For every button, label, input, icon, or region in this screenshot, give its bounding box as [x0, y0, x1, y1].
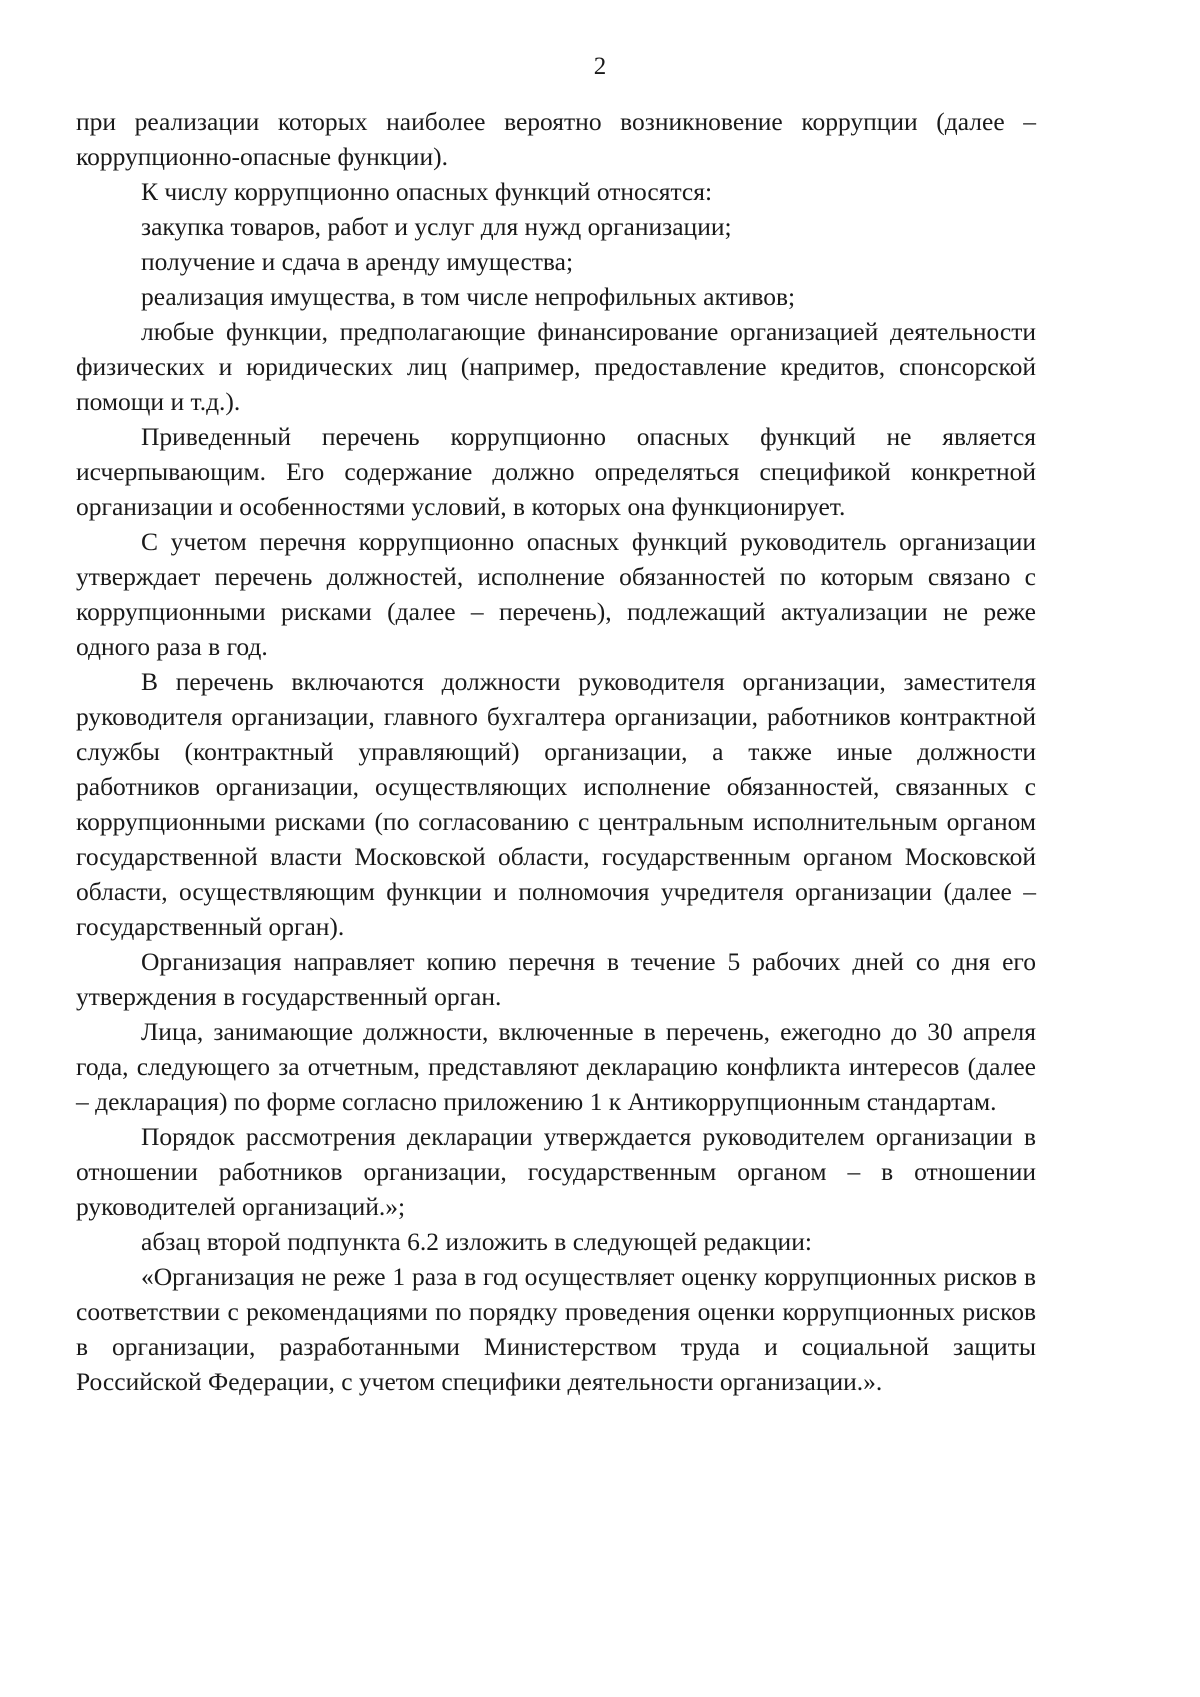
paragraph-list-contents: В перечень включаются должности руководителя организации, заместителя руководителя организации, главного бухгалтера организации, работников контрактной службы (контрактный управляющий) организации, а также иные должности работников организации, осуществляющих исполнение обязанностей, связанных с коррупционными рисками (по согласованию с центральным исполнительным органом государственной власти Московской области, государственным органом Московской области, осуществляющим функции и полномочия учредителя организации (далее – государственный орган). — [76, 667, 1036, 941]
list-item-property-sale: реализация имущества, в том числе непрофильных активов; — [141, 282, 796, 311]
paragraph-continuation: при реализации которых наиболее вероятно возникновение коррупции (далее – коррупционно-опасные функции). — [76, 107, 1036, 171]
paragraph-amendment-intro: абзац второй подпункта 6.2 изложить в следующей редакции: — [141, 1227, 812, 1256]
paragraph-non-exhaustive: Приведенный перечень коррупционно опасных функций не является исчерпывающим. Его содержание должно определяться спецификой конкретной организации и особенностями условий, в которых она функционирует. — [76, 422, 1036, 521]
list-item-lease: получение и сдача в аренду имущества; — [141, 247, 574, 276]
paragraph-risk-assessment: «Организация не реже 1 раза в год осуществляет оценку коррупционных рисков в соответствии с рекомендациями по порядку проведения оценки коррупционных рисков в организации, разработанными Министерством труда и социальной защиты Российской Федерации, с учетом специфики деятельности организации.». — [76, 1262, 1036, 1396]
paragraph-copy-submission: Организация направляет копию перечня в течение 5 рабочих дней со дня его утверждения в государственный орган. — [76, 947, 1036, 1011]
list-item-procurement: закупка товаров, работ и услуг для нужд организации; — [141, 212, 732, 241]
paragraph-functions-intro: К числу коррупционно опасных функций относятся: — [141, 177, 713, 206]
paragraph-declaration: Лица, занимающие должности, включенные в перечень, ежегодно до 30 апреля года, следующего за отчетным, представляют декларацию конфликта интересов (далее – декларация) по форме согласно приложению 1 к Антикоррупционным стандартам. — [76, 1017, 1036, 1116]
list-item-financing: любые функции, предполагающие финансирование организацией деятельности физических и юридических лиц (например, предоставление кредитов, спонсорской помощи и т.д.). — [76, 317, 1036, 416]
page-number: 2 — [593, 53, 607, 80]
paragraph-positions-list: С учетом перечня коррупционно опасных функций руководитель организации утверждает перечень должностей, исполнение обязанностей по которым связано с коррупционными рисками (далее – перечень), подлежащий актуализации не реже одного раза в год. — [76, 527, 1036, 661]
document-body — [76, 104, 1036, 1399]
paragraph-review-procedure: Порядок рассмотрения декларации утверждается руководителем организации в отношении работников организации, государственным органом – в отношении руководителей организаций.»; — [76, 1122, 1036, 1221]
